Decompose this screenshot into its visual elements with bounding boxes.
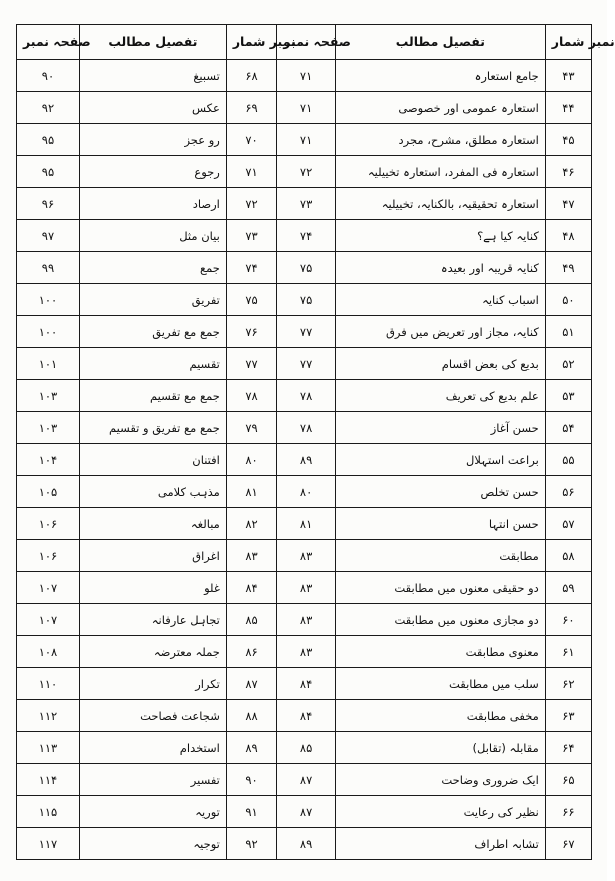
right-serial-number: ۵۸: [545, 540, 591, 572]
right-entry-title: حسن انتہا: [335, 508, 545, 540]
right-page-number: ۸۹: [277, 828, 336, 860]
right-serial-number: ۶۱: [545, 636, 591, 668]
left-entry-title: شجاعت فصاحت: [79, 700, 226, 732]
right-page-number: ۷۷: [277, 348, 336, 380]
right-entry-title: استعارہ فی المفرد، استعارہ تخییلیہ: [335, 156, 545, 188]
right-serial-number: ۴۷: [545, 188, 591, 220]
table-row: [17, 540, 592, 572]
right-entry-title: معنوی مطابقت: [335, 636, 545, 668]
table-row: [17, 252, 592, 284]
left-serial-number: ۷۸: [226, 380, 276, 412]
right-page-number: ۸۷: [277, 796, 336, 828]
right-page-number: ۷۷: [277, 316, 336, 348]
right-entry-title: کنایہ قریبہ اور بعیدہ: [335, 252, 545, 284]
right-page-number: ۷۱: [277, 124, 336, 156]
right-entry-title: بدیع کی بعض اقسام: [335, 348, 545, 380]
right-entry-title: دو حقیقی معنوں میں مطابقت: [335, 572, 545, 604]
contents-table: [16, 24, 615, 860]
left-serial-number: ۷۲: [226, 188, 276, 220]
left-entry-title: رجوع: [79, 156, 226, 188]
right-page-number: ۷۱: [277, 60, 336, 92]
left-serial-number: ۸۸: [226, 700, 276, 732]
right-serial-number: ۵۱: [545, 316, 591, 348]
left-page-number: ۹۶: [17, 188, 80, 220]
left-page-number: ۱۰۷: [17, 572, 80, 604]
left-entry-title: تجاہل عارفانہ: [79, 604, 226, 636]
right-page-number: ۸۴: [277, 700, 336, 732]
right-page-number: ۷۵: [277, 284, 336, 316]
table-row: [17, 476, 592, 508]
right-serial-number: ۶۵: [545, 764, 591, 796]
left-entry-title: تسبیغ: [79, 60, 226, 92]
right-serial-number: ۵۹: [545, 572, 591, 604]
left-page-number: ۱۰۸: [17, 636, 80, 668]
table-row: [17, 412, 592, 444]
right-entry-title: مقابلہ (تقابل): [335, 732, 545, 764]
right-page-number: ۷۵: [277, 252, 336, 284]
right-serial-number: ۶۴: [545, 732, 591, 764]
right-page-number: ۷۲: [277, 156, 336, 188]
right-page-number: ۷۱: [277, 92, 336, 124]
right-entry-title: حسن تخلص: [335, 476, 545, 508]
left-page-number: ۱۱۰: [17, 668, 80, 700]
left-page-header: صفحہ نمبر: [17, 25, 80, 60]
table-row: [17, 220, 592, 252]
left-page-number: ۹۷: [17, 220, 80, 252]
left-serial-number: ۷۰: [226, 124, 276, 156]
left-entry-title: تفریق: [79, 284, 226, 316]
right-entry-title: مطابقت: [335, 540, 545, 572]
left-serial-number: ۷۷: [226, 348, 276, 380]
left-serial-number: ۸۶: [226, 636, 276, 668]
right-title-header: تفصیل مطالب: [335, 25, 545, 60]
left-serial-number: ۶۸: [226, 60, 276, 92]
right-entry-title: اسباب کنایہ: [335, 284, 545, 316]
right-serial-number: ۵۳: [545, 380, 591, 412]
right-page-number: ۸۷: [277, 764, 336, 796]
right-page-number: ۷۴: [277, 220, 336, 252]
right-page-number: ۸۳: [277, 572, 336, 604]
right-entry-title: ایک ضروری وضاحت: [335, 764, 545, 796]
right-serial-number: ۵۴: [545, 412, 591, 444]
right-entry-title: دو مجازی معنوں میں مطابقت: [335, 604, 545, 636]
left-serial-number: ۸۷: [226, 668, 276, 700]
left-entry-title: جملہ معترضہ: [79, 636, 226, 668]
right-serial-number: ۶۶: [545, 796, 591, 828]
table-row: [17, 604, 592, 636]
table-row: [17, 764, 592, 796]
left-page-number: ۱۱۴: [17, 764, 80, 796]
right-page-number: ۸۳: [277, 604, 336, 636]
left-entry-title: جمع مع تقسیم: [79, 380, 226, 412]
right-entry-title: علم بدیع کی تعریف: [335, 380, 545, 412]
left-entry-title: جمع مع تفریق: [79, 316, 226, 348]
table-row: [17, 636, 592, 668]
right-serial-number: ۵۶: [545, 476, 591, 508]
right-serial-number: ۶۳: [545, 700, 591, 732]
right-serial-number: ۴۳: [545, 60, 591, 92]
right-page-number: ۸۹: [277, 444, 336, 476]
left-serial-number: ۷۹: [226, 412, 276, 444]
right-page-number: ۷۳: [277, 188, 336, 220]
right-page-number: ۸۴: [277, 668, 336, 700]
left-entry-title: تفسیر: [79, 764, 226, 796]
left-serial-number: ۹۲: [226, 828, 276, 860]
table-row: [17, 732, 592, 764]
left-page-number: ۱۰۳: [17, 380, 80, 412]
left-page-number: ۹۲: [17, 92, 80, 124]
right-entry-title: حسن آغاز: [335, 412, 545, 444]
table-row: [17, 572, 592, 604]
table-row: [17, 700, 592, 732]
right-page-number: ۸۰: [277, 476, 336, 508]
left-serial-number: ۹۰: [226, 764, 276, 796]
left-page-number: ۱۰۴: [17, 444, 80, 476]
left-serial-number: ۸۲: [226, 508, 276, 540]
right-serial-number: ۶۷: [545, 828, 591, 860]
left-page-number: ۹۵: [17, 156, 80, 188]
header-row: [17, 25, 592, 60]
right-serial-number: ۵۰: [545, 284, 591, 316]
table-row: [17, 124, 592, 156]
left-serial-number: ۸۱: [226, 476, 276, 508]
left-entry-title: غلو: [79, 572, 226, 604]
left-entry-title: تکرار: [79, 668, 226, 700]
right-page-number: ۸۳: [277, 540, 336, 572]
table-row: [17, 796, 592, 828]
right-serial-number: ۶۰: [545, 604, 591, 636]
left-serial-number: ۸۰: [226, 444, 276, 476]
right-serial-number: ۴۹: [545, 252, 591, 284]
right-entry-title: کنایہ کیا ہے؟: [335, 220, 545, 252]
table-row: [17, 828, 592, 860]
table-row: [17, 508, 592, 540]
table-row: [17, 444, 592, 476]
right-entry-title: مخفی مطابقت: [335, 700, 545, 732]
table-row: [17, 60, 592, 92]
right-entry-title: نظیر کی رعایت: [335, 796, 545, 828]
right-page-header: صفحہ نمبر: [277, 25, 336, 60]
right-page-number: ۸۳: [277, 636, 336, 668]
right-entry-title: استعارہ مطلق، مشرح، مجرد: [335, 124, 545, 156]
left-serial-number: ۷۱: [226, 156, 276, 188]
left-serial-header: نمبر شمار: [226, 25, 276, 60]
right-serial-number: ۴۵: [545, 124, 591, 156]
left-entry-title: ارصاد: [79, 188, 226, 220]
left-entry-title: بیان مثل: [79, 220, 226, 252]
left-entry-title: مبالغہ: [79, 508, 226, 540]
table-row: [17, 316, 592, 348]
right-page-number: ۸۱: [277, 508, 336, 540]
left-serial-number: ۶۹: [226, 92, 276, 124]
left-page-number: ۱۰۰: [17, 284, 80, 316]
left-page-number: ۱۰۰: [17, 316, 80, 348]
left-serial-number: ۸۴: [226, 572, 276, 604]
right-serial-number: ۵۷: [545, 508, 591, 540]
left-serial-number: ۸۳: [226, 540, 276, 572]
table-row: [17, 284, 592, 316]
right-entry-title: تشابہ اطراف: [335, 828, 545, 860]
left-serial-number: ۷۴: [226, 252, 276, 284]
left-page-number: ۱۰۱: [17, 348, 80, 380]
right-entry-title: براعت استہلال: [335, 444, 545, 476]
right-serial-number: ۴۴: [545, 92, 591, 124]
left-page-number: ۹۹: [17, 252, 80, 284]
left-page-number: ۱۰۶: [17, 540, 80, 572]
table-row: [17, 668, 592, 700]
left-page-number: ۱۱۲: [17, 700, 80, 732]
left-entry-title: اغراق: [79, 540, 226, 572]
left-entry-title: توجیہ: [79, 828, 226, 860]
right-page-number: ۷۸: [277, 412, 336, 444]
right-entry-title: کنایہ، مجاز اور تعریض میں فرق: [335, 316, 545, 348]
left-page-number: ۹۰: [17, 60, 80, 92]
table-row: [17, 92, 592, 124]
left-serial-number: ۷۳: [226, 220, 276, 252]
left-page-number: ۹۵: [17, 124, 80, 156]
left-page-number: ۱۱۷: [17, 828, 80, 860]
table-row: [17, 156, 592, 188]
left-serial-number: ۸۵: [226, 604, 276, 636]
left-serial-number: ۸۹: [226, 732, 276, 764]
left-entry-title: جمع: [79, 252, 226, 284]
right-entry-title: استعارہ عمومی اور خصوصی: [335, 92, 545, 124]
right-page-number: ۸۵: [277, 732, 336, 764]
right-serial-number: ۴۶: [545, 156, 591, 188]
left-entry-title: استخدام: [79, 732, 226, 764]
right-serial-number: ۴۸: [545, 220, 591, 252]
table-row: [17, 380, 592, 412]
left-page-number: ۱۰۷: [17, 604, 80, 636]
right-serial-number: ۶۲: [545, 668, 591, 700]
contents-body: [17, 60, 592, 860]
right-entry-title: سلب میں مطابقت: [335, 668, 545, 700]
right-entry-title: استعارہ تحقیقیہ، بالکنایہ، تخییلیہ: [335, 188, 545, 220]
table-row: [17, 348, 592, 380]
right-serial-number: ۵۵: [545, 444, 591, 476]
left-entry-title: توریہ: [79, 796, 226, 828]
left-entry-title: مذہب کلامی: [79, 476, 226, 508]
left-page-number: ۱۱۳: [17, 732, 80, 764]
left-entry-title: تقسیم: [79, 348, 226, 380]
left-title-header: تفصیل مطالب: [79, 25, 226, 60]
left-serial-number: ۷۵: [226, 284, 276, 316]
left-entry-title: جمع مع تفریق و تقسیم: [79, 412, 226, 444]
left-page-number: ۱۰۵: [17, 476, 80, 508]
right-serial-number: ۵۲: [545, 348, 591, 380]
left-entry-title: افتنان: [79, 444, 226, 476]
right-entry-title: جامع استعارہ: [335, 60, 545, 92]
left-serial-number: ۷۶: [226, 316, 276, 348]
table-row: [17, 188, 592, 220]
right-serial-header: نمبر شمار: [545, 25, 591, 60]
left-page-number: ۱۰۳: [17, 412, 80, 444]
left-entry-title: رو عجز: [79, 124, 226, 156]
left-page-number: ۱۱۵: [17, 796, 80, 828]
right-page-number: ۷۸: [277, 380, 336, 412]
left-entry-title: عکس: [79, 92, 226, 124]
left-serial-number: ۹۱: [226, 796, 276, 828]
left-page-number: ۱۰۶: [17, 508, 80, 540]
